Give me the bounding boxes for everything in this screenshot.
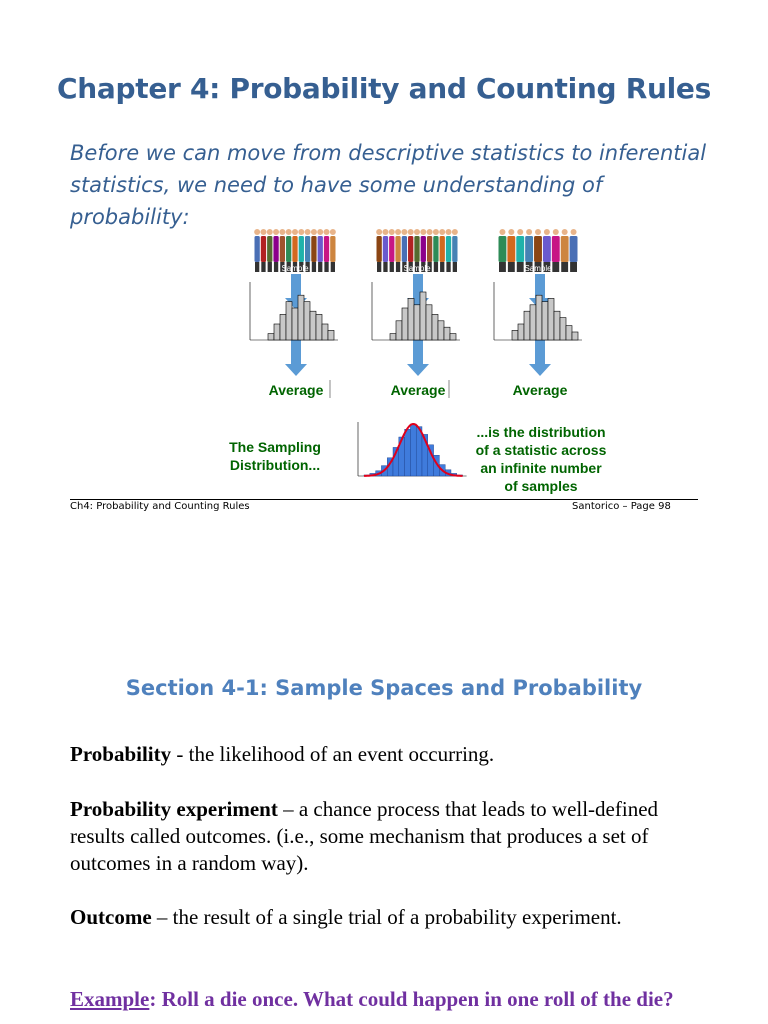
person-head xyxy=(508,229,514,235)
histogram-bar xyxy=(286,302,292,340)
definition-term: Probability xyxy=(70,742,172,766)
example-label: Example xyxy=(70,987,150,1011)
person-body xyxy=(299,236,304,262)
person-body xyxy=(570,236,578,262)
average-label: Average xyxy=(390,382,446,398)
person-legs xyxy=(517,262,524,272)
person-legs xyxy=(268,262,272,272)
person-body xyxy=(330,236,335,262)
person-head xyxy=(298,229,304,235)
person-head xyxy=(254,229,260,235)
person-head xyxy=(382,229,388,235)
histogram-bar xyxy=(328,330,334,340)
person-head xyxy=(330,229,336,235)
person-body xyxy=(421,236,426,262)
person-legs xyxy=(453,262,457,272)
definition-term: Probability experiment xyxy=(70,797,278,821)
person-head xyxy=(446,229,452,235)
histogram-bar xyxy=(316,314,322,340)
histogram-bar xyxy=(518,324,524,340)
definition-experiment xyxy=(70,796,710,877)
sample-label: Sample xyxy=(403,264,431,273)
histogram-bar xyxy=(524,311,530,340)
histogram-bar xyxy=(512,330,518,340)
histogram-bar xyxy=(554,311,560,340)
histogram-bar xyxy=(420,292,426,340)
person-body xyxy=(280,236,285,262)
description-line: of a statistic across xyxy=(475,442,607,458)
person-body xyxy=(292,236,297,262)
person-head xyxy=(376,229,382,235)
description-line: of samples xyxy=(504,478,578,494)
person-body xyxy=(273,236,278,262)
person-head xyxy=(279,229,285,235)
person-legs xyxy=(390,262,394,272)
histogram-bar xyxy=(322,324,328,340)
person-head xyxy=(305,229,311,235)
example-text: : Roll a die once. What could happen in one roll of the die? xyxy=(149,987,674,1011)
person-head xyxy=(553,229,559,235)
footer-rule xyxy=(70,499,698,500)
histogram-bar xyxy=(280,314,286,340)
person-body xyxy=(318,236,323,262)
sample-label: Sample xyxy=(281,264,309,273)
sampling-label: Distribution... xyxy=(229,457,321,473)
example xyxy=(70,986,710,1013)
histogram-bar xyxy=(438,321,444,340)
person-body xyxy=(446,236,451,262)
histogram-bar xyxy=(566,326,572,340)
person-head xyxy=(292,229,298,235)
arrow-down-icon xyxy=(407,364,429,376)
person-body xyxy=(389,236,394,262)
histogram-bar xyxy=(268,334,274,340)
person-head xyxy=(544,229,550,235)
person-body xyxy=(507,236,515,262)
histogram-bar xyxy=(310,311,316,340)
person-body xyxy=(305,236,310,262)
section-title: Section 4-1: Sample Spaces and Probability xyxy=(125,676,643,700)
definition-probability xyxy=(70,741,710,768)
person-legs xyxy=(396,262,400,272)
person-body xyxy=(414,236,419,262)
person-head xyxy=(273,229,279,235)
person-body xyxy=(552,236,560,262)
arrow-down-icon xyxy=(291,340,301,364)
person-body xyxy=(427,236,432,262)
person-legs xyxy=(331,262,335,272)
person-head xyxy=(260,229,266,235)
normal-bar xyxy=(416,427,422,476)
person-body xyxy=(440,236,445,262)
histogram-bar xyxy=(304,302,310,340)
histogram-bar xyxy=(402,308,408,340)
person-head xyxy=(562,229,568,235)
person-body xyxy=(534,236,542,262)
person-body xyxy=(324,236,329,262)
person-body xyxy=(499,236,507,262)
person-legs xyxy=(383,262,387,272)
histogram-bar xyxy=(536,295,542,340)
person-legs xyxy=(434,262,438,272)
histogram-bar xyxy=(390,334,396,340)
person-body xyxy=(311,236,316,262)
person-body xyxy=(408,236,413,262)
histogram-bar xyxy=(298,295,304,340)
person-head xyxy=(433,229,439,235)
person-head xyxy=(414,229,420,235)
definition-outcome xyxy=(70,904,710,931)
person-head xyxy=(535,229,541,235)
person-head xyxy=(267,229,273,235)
person-legs xyxy=(324,262,328,272)
person-body xyxy=(402,236,407,262)
person-body xyxy=(452,236,457,262)
person-head xyxy=(526,229,532,235)
histogram-bar xyxy=(292,308,298,340)
arrow-down-icon xyxy=(535,340,545,364)
average-label: Average xyxy=(268,382,324,398)
person-body xyxy=(395,236,400,262)
page-title: Chapter 4: Probability and Counting Rules xyxy=(57,72,711,105)
definition-text: – the result of a single trial of a probability experiment. xyxy=(151,905,622,929)
person-head xyxy=(499,229,505,235)
person-body xyxy=(255,236,260,262)
person-head xyxy=(452,229,458,235)
definition-text: - the likelihood of an event occurring. xyxy=(171,742,495,766)
normal-bar xyxy=(405,429,411,476)
footer-chapter: Ch4: Probability and Counting Rules xyxy=(70,501,250,512)
person-body xyxy=(561,236,569,262)
histogram-bar xyxy=(572,332,578,340)
person-legs xyxy=(312,262,316,272)
histogram-bar xyxy=(274,324,280,340)
person-body xyxy=(383,236,388,262)
person-body xyxy=(377,236,382,262)
histogram-bar xyxy=(426,305,432,340)
person-head xyxy=(420,229,426,235)
person-head xyxy=(395,229,401,235)
description-line: ...is the distribution xyxy=(476,424,606,440)
sample-label: Sample xyxy=(524,264,552,273)
person-legs xyxy=(255,262,259,272)
person-body xyxy=(543,236,551,262)
histogram-bar xyxy=(450,334,456,340)
person-legs xyxy=(552,262,559,272)
footer-page: Santorico – Page 98 xyxy=(572,501,671,512)
person-head xyxy=(389,229,395,235)
person-head xyxy=(286,229,292,235)
person-head xyxy=(324,229,330,235)
arrow-down-icon xyxy=(291,274,301,298)
person-head xyxy=(317,229,323,235)
person-legs xyxy=(499,262,506,272)
histogram-bar xyxy=(542,302,548,340)
person-legs xyxy=(561,262,568,272)
person-legs xyxy=(570,262,577,272)
person-head xyxy=(401,229,407,235)
person-legs xyxy=(261,262,265,272)
person-legs xyxy=(274,262,278,272)
sampling-figure xyxy=(220,218,640,498)
person-body xyxy=(525,236,533,262)
histogram-bar xyxy=(530,305,536,340)
person-legs xyxy=(440,262,444,272)
definition-term: Outcome xyxy=(70,905,152,929)
histogram-bar xyxy=(444,327,450,340)
person-legs xyxy=(318,262,322,272)
histogram-bar xyxy=(432,314,438,340)
person-body xyxy=(433,236,438,262)
histogram-bar xyxy=(408,298,414,340)
arrow-down-icon xyxy=(535,274,545,298)
normal-bar xyxy=(410,424,416,476)
person-body xyxy=(516,236,524,262)
person-legs xyxy=(446,262,450,272)
person-head xyxy=(439,229,445,235)
arrow-down-icon xyxy=(413,340,423,364)
person-body xyxy=(267,236,272,262)
histogram-bar xyxy=(548,298,554,340)
arrow-down-icon xyxy=(529,364,551,376)
sampling-label: The Sampling xyxy=(229,439,321,455)
person-legs xyxy=(377,262,381,272)
histogram-bar xyxy=(396,321,402,340)
person-body xyxy=(286,236,291,262)
person-head xyxy=(408,229,414,235)
person-body xyxy=(261,236,266,262)
histogram-bar xyxy=(414,305,420,340)
sampling-distribution-chart xyxy=(358,422,467,476)
person-head xyxy=(517,229,523,235)
histogram-bar xyxy=(560,318,566,340)
person-head xyxy=(427,229,433,235)
person-legs xyxy=(508,262,515,272)
person-head xyxy=(311,229,317,235)
intro-text: Before we can move from descriptive statistics to inferential statistics, we need to have some understanding of probability: xyxy=(70,141,707,229)
description-line: an infinite number xyxy=(480,460,602,476)
person-head xyxy=(571,229,577,235)
arrow-down-icon xyxy=(285,364,307,376)
average-label: Average xyxy=(512,382,568,398)
definition-text: – a chance process that leads to well-defined results called outcomes. (i.e., some mechanism that produces a set of outcomes in a random way). xyxy=(70,797,659,875)
